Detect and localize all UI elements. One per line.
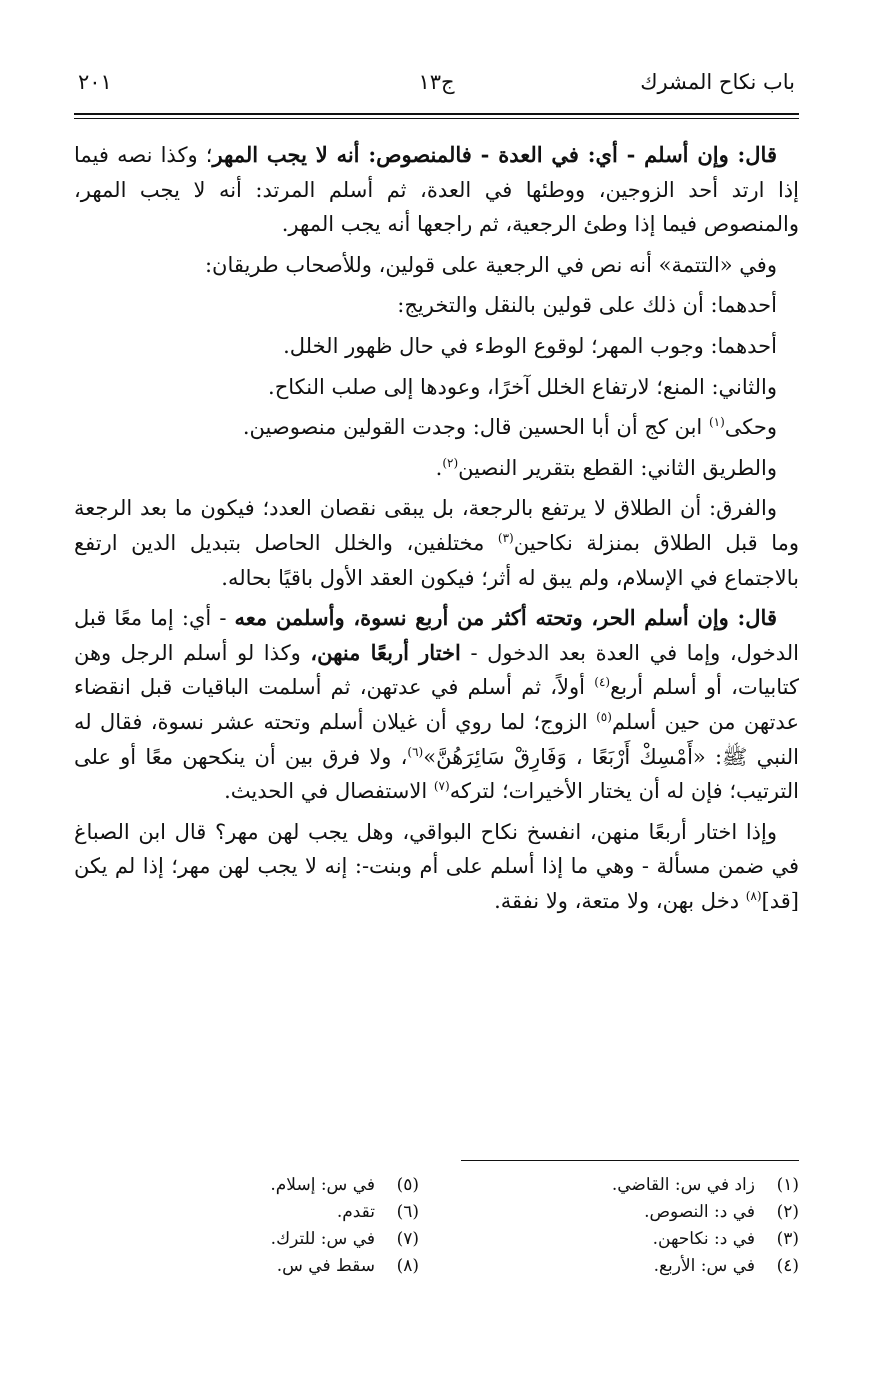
- paragraph: [74, 451, 799, 486]
- footnotes-column-right: [449, 1172, 799, 1280]
- footnote-text: في د: النصوص.: [644, 1202, 755, 1222]
- footnote-marker: (٧): [433, 779, 450, 794]
- footnote-marker: (١): [708, 415, 725, 430]
- text-span: أولاً، ثم أسلم في عدتهن، ثم أسلمت الباقيات قبل انقضاء عدتهن من حين أسلم: [74, 675, 799, 734]
- text-span: الاستفصال في الحديث.: [224, 779, 434, 804]
- footnote-number: (٦): [396, 1202, 419, 1222]
- paragraph: [74, 329, 799, 364]
- footnote: [69, 1199, 419, 1226]
- text-span: قال: وإن أسلم الحر، وتحته أكثر من أربع نسوة، وأسلمن معه: [234, 605, 777, 631]
- footnotes: [74, 1172, 799, 1302]
- footnote: [449, 1199, 799, 1226]
- text-span: دخل بهن، ولا متعة، ولا نفقة.: [494, 888, 746, 913]
- footnote-text: تقدم.: [336, 1202, 375, 1222]
- footnote-text: زاد في س: القاضي.: [611, 1175, 755, 1195]
- text-span: والفرق: أن الطلاق لا يرتفع بالرجعة، بل يبقى نقصان العدد؛ فيكون ما بعد الرجعة وما قبل الطلاق بمنزلة نكاحين: [74, 496, 799, 555]
- footnote: [69, 1226, 419, 1253]
- paragraph: [74, 601, 799, 809]
- footnote-marker: (٣): [497, 530, 514, 545]
- footnote-marker: (٤): [594, 675, 611, 690]
- text-span: قال: وإن أسلم - أي:: [578, 142, 777, 167]
- page-number: ٢٠١: [78, 70, 112, 94]
- footnote: [449, 1253, 799, 1280]
- text-span: والطريق الثاني: القطع بتقرير النصين: [458, 455, 777, 480]
- footnote-number: (٨): [396, 1256, 419, 1276]
- footnote-text: في س: الأربع.: [653, 1256, 755, 1276]
- text-span: ابن كج أن أبا الحسين قال: وجدت القولين منصوصين.: [242, 415, 709, 440]
- footnote-marker: (٥): [596, 709, 612, 724]
- footnote-text: في د: نكاحهن.: [652, 1229, 755, 1249]
- header-rule-thin: [74, 118, 799, 119]
- text-span: والثاني: المنع؛ لارتفاع الخلل آخرًا، وعودها إلى صلب النكاح.: [268, 374, 777, 399]
- paragraph: [74, 288, 799, 323]
- text-span: وكذا لو أسلم الرجل وهن كتابيات، أو أسلم أربع: [74, 640, 799, 700]
- footnote-number: (٧): [396, 1229, 419, 1249]
- header-rule-thick: [74, 113, 799, 115]
- text-span: أحدهما: وجوب المهر؛ لوقوع الوطء في حال ظهور الخلل.: [283, 333, 777, 358]
- text-span: - أي: إما معًا قبل الدخول، وإما في العدة بعد الدخول -: [74, 606, 799, 665]
- paragraph: [74, 410, 799, 445]
- footnote: [69, 1172, 419, 1199]
- paragraph: [74, 138, 799, 242]
- main-text: [74, 138, 799, 924]
- footnote-text: في س: إسلام.: [270, 1175, 375, 1195]
- footnote-text: سقط في س.: [276, 1256, 375, 1276]
- text-span: وحكى: [724, 415, 777, 440]
- footnote-number: (٥): [396, 1175, 419, 1195]
- text-span: ، ولا فرق بين أن ينكحهن معًا أو على الترتيب؛ فإن له أن يختار الأخيرات؛ لتركه: [74, 744, 799, 804]
- text-span: وإذا اختار أربعًا منهن، انفسخ نكاح البواقي، وهل يجب لهن مهر؟ قال ابن الصباغ في ضمن مسألة - وهي ما إذا أسلم على أم وبنت-: إنه لا يجب لهن مهر؛ إذا لم يكن [قد]: [74, 819, 799, 913]
- paragraph: [74, 370, 799, 405]
- footnote-number: (٣): [776, 1229, 799, 1249]
- paragraph: [74, 248, 799, 283]
- footnote: [449, 1172, 799, 1199]
- text-span: .: [435, 455, 443, 480]
- text-span: ؛ وكذا نصه فيما إذا ارتد أحد الزوجين، ووطئها في العدة، ثم أسلم المرتد: أنه لا يجب المهر، والمنصوص فيما إذا وطئ الرجعية، ثم راجعها أنه يجب المهر.: [74, 143, 799, 237]
- paragraph: [74, 491, 799, 595]
- footnote: [449, 1226, 799, 1253]
- paragraph: [74, 815, 799, 919]
- footnote-number: (٢): [776, 1202, 799, 1222]
- chapter-title: باب نكاح المشرك: [640, 70, 795, 94]
- text-span: مختلفين، والخلل الحاصل بتبديل الدين ارتفع بالاجتماع في الإسلام، ولم يبق له أثر؛ فيكون العقد الأول باقيًا بحاله.: [74, 530, 799, 590]
- footnotes-column-left: [69, 1172, 419, 1280]
- footnote: [69, 1253, 419, 1280]
- footnote-text: في س: للترك.: [270, 1229, 375, 1249]
- text-span: وفي «التتمة» أنه نص في الرجعية على قولين، وللأصحاب طريقان:: [204, 252, 777, 277]
- footnote-marker: (٢): [442, 455, 459, 470]
- page-header: [78, 70, 795, 110]
- text-span: أحدهما: أن ذلك على قولين بالنقل والتخريج:: [397, 293, 777, 318]
- footnote-marker: (٦): [407, 744, 424, 759]
- text-span: الزوج؛ لما روي أن غيلان أسلم وتحته عشر نسوة، فقال له النبي ﷺ: «أَمْسِكْ أَرْبَعًا ، وَفَارِقْ سَائِرَهُنَّ»: [74, 709, 799, 769]
- footnote-marker: (٨): [745, 888, 762, 903]
- volume-label: ج١٣: [418, 70, 455, 94]
- footnote-number: (٤): [776, 1256, 799, 1276]
- footnote-number: (١): [776, 1175, 799, 1195]
- footnote-separator: [461, 1160, 799, 1161]
- text-span: في العدة - فالمنصوص: أنه لا يجب المهر: [212, 142, 579, 167]
- text-span: اختار أربعًا منهن،: [310, 639, 461, 665]
